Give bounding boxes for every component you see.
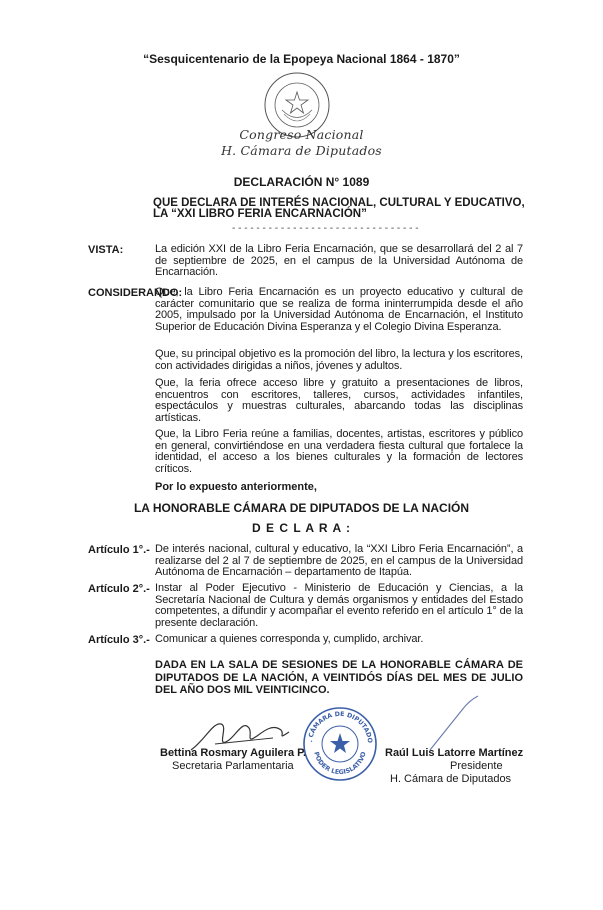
separator-line: - - - - - - - - - - - - - - - - - - - - - - - - - - - - - - -: [232, 223, 419, 234]
article-1-label: Artículo 1°.-: [88, 544, 150, 556]
expuesto-text: Por lo expuesto anteriormente,: [155, 481, 317, 493]
declaration-title-line2: LA “XXI LIBRO FERIA ENCARNACIÓN”: [153, 208, 367, 220]
right-signer-title: Presidente: [450, 760, 503, 772]
considerando-label: CONSIDERANDO:: [88, 287, 183, 299]
svg-text:PODER LEGISLATIVO: PODER LEGISLATIVO: [312, 751, 368, 777]
considerando-paragraph: Que, su principal objetivo es la promoción del libro, la lectura y los escritores, con actividades dirigidas a niños, jóvenes y adultos.: [155, 348, 523, 372]
svg-text:H. CÁMARA DE DIPUTADOS: . CÁMARA DE DIPUTADO: [307, 710, 374, 744]
right-signer-name: Raúl Luis Latorre Martínez: [385, 747, 524, 759]
declara-heading: D E C L A R A :: [252, 521, 351, 535]
article-2-text: Instar al Poder Ejecutivo - Ministerio de Educación y Ciencias, a la Secretaría Nacional de Cultura y demás organismos y entidades del Estado competentes, a difundir y acompañar el evento referido en el artículo 1° de la presente declaración.: [155, 582, 523, 629]
camara-heading: LA HONORABLE CÁMARA DE DIPUTADOS DE LA NACIÓN: [133, 501, 470, 515]
motto: “Sesquicentenario de la Epopeya Nacional 1864 - 1870”: [143, 52, 460, 66]
left-signer-title: Secretaria Parlamentaria: [172, 760, 294, 772]
considerando-paragraph: Que, la feria ofrece acceso libre y gratuito a presentaciones de libros, encuentros con escritores, talleres, cursos, actividades infantiles, espectáculos y muestras culturales, abarcando todas las disciplinas artísticas.: [155, 377, 523, 424]
institution-line1: Congreso Nacional: [239, 127, 364, 142]
article-3-text: Comunicar a quienes corresponda y, cumplido, archivar.: [155, 633, 424, 645]
official-stamp: [302, 706, 378, 782]
left-signer-name: Bettina Rosmary Aguilera P.: [160, 747, 307, 759]
declaration-number: DECLARACIÓN N° 1089: [233, 175, 370, 189]
considerando-paragraph: Que, la Libro Feria Encarnación es un proyecto educativo y cultural de carácter comunitario que se realiza de forma ininterrumpida desde el año 2005, impulsado por la Universidad Autónoma de Encarnación, el Instituto Superior de Educación Divina Esperanza y el Colegio Divina Esperanza.: [155, 286, 523, 333]
considerando-paragraph: Que, la Libro Feria reúne a familias, docentes, artistas, escritores y público en general, convirtiéndose en una verdadera fiesta cultural que fortalece la identidad, el acceso a los bienes culturales y la formación de lectores críticos.: [155, 428, 523, 475]
vista-label: VISTA:: [88, 244, 124, 256]
closing-text: DADA EN LA SALA DE SESIONES DE LA HONORABLE CÁMARA DE DIPUTADOS DE LA NACIÓN, A VEINTIDÓS DÍAS DEL MES DE JULIO DEL AÑO DOS MIL VEINTICINCO.: [155, 659, 523, 696]
article-3-label: Artículo 3°.-: [88, 634, 150, 646]
institution-line2: H. Cámara de Diputados: [221, 143, 382, 158]
vista-text: La edición XXI de la Libro Feria Encarnación, que se desarrollará del 2 al 7 de septiembre de 2025, en el campus de la Universidad Autónoma de Encarnación.: [155, 243, 523, 279]
declaration-title-line1: QUE DECLARA DE INTERÉS NACIONAL, CULTURAL Y EDUCATIVO,: [153, 197, 525, 209]
article-2-label: Artículo 2°.-: [88, 583, 150, 595]
right-signer-institution: H. Cámara de Diputados: [390, 773, 512, 785]
article-1-text: De interés nacional, cultural y educativo, la “XXI Libro Feria Encarnación”, a realizarse del 2 al 7 de septiembre de 2025, en el campus de la Universidad Autónoma de Encarnación – departamento de Itapúa.: [155, 543, 523, 579]
